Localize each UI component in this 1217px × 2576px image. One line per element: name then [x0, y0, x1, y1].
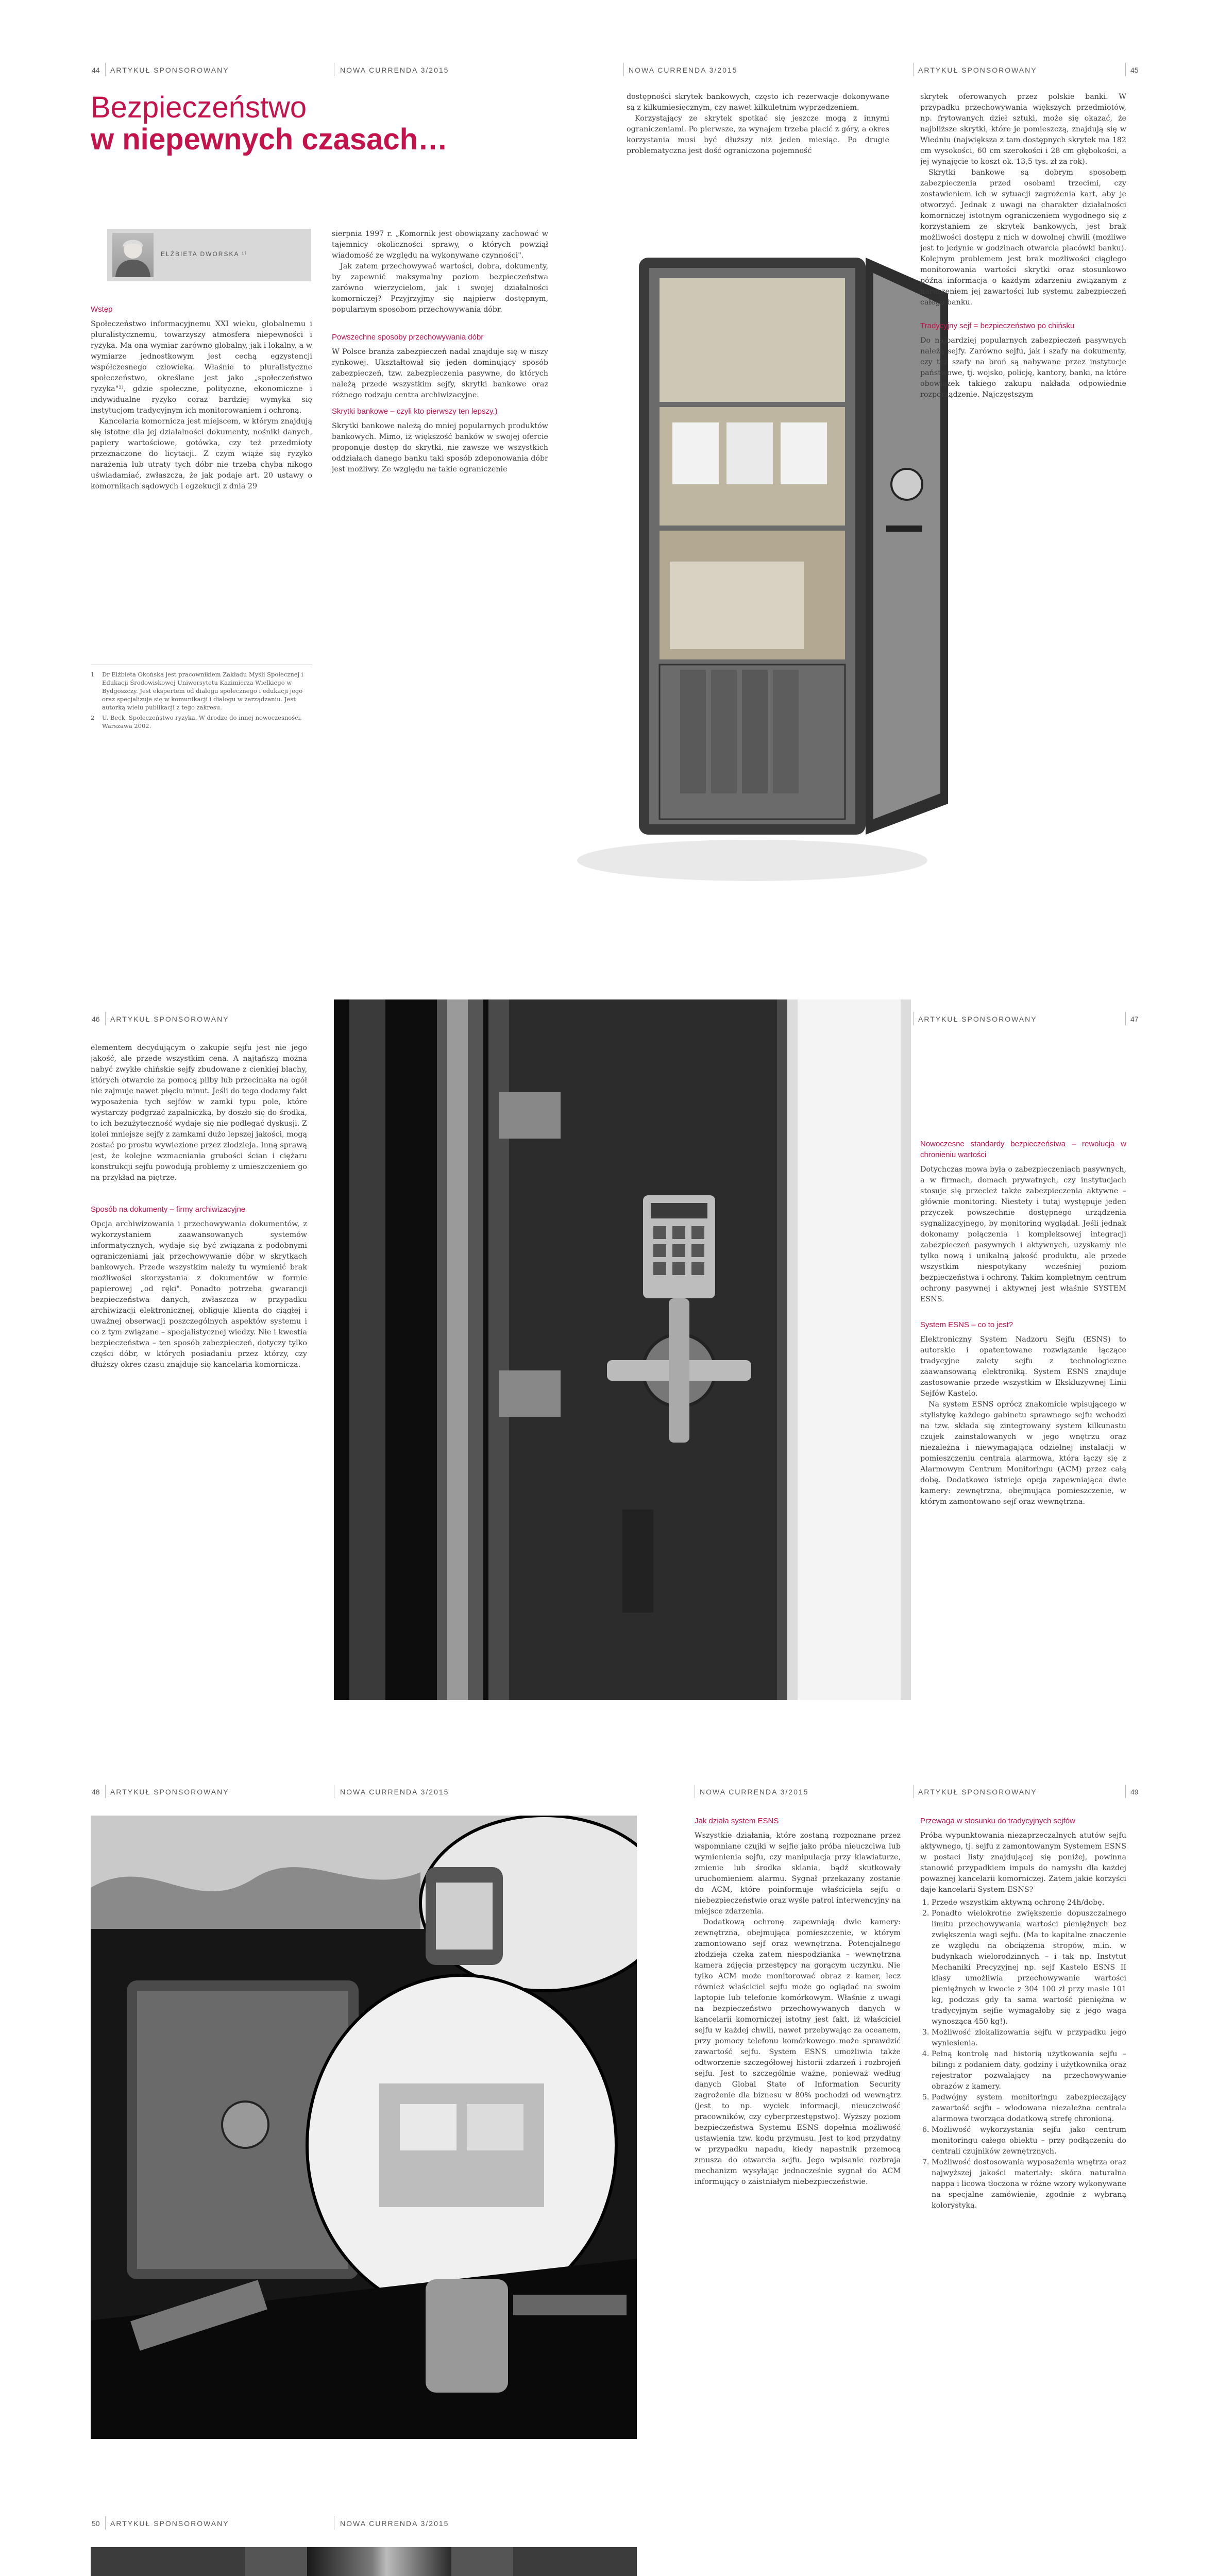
header-section: ARTYKUŁ SPONSOROWANY — [918, 1015, 1037, 1023]
list-item: 7. Możliwość dostosowania wyposażenia wnętrza oraz najwyższej jakości materiały: skóra naturalna nappa i licowa tłoczona w różne wzory wykonywane na specjalne zamówienie, zgodnie z wybraną kolorystyką. — [932, 2157, 1126, 2211]
spread-4 — [0, 2504, 1217, 2576]
paragraph: Dodatkową ochronę zapewniają dwie kamery: zewnętrzna, obejmująca pomieszczenie, w którym zamontowano sejf oraz wewnętrzna. Potencjalnego złodzieja czeka zatem niespodzianka – wewnętrzna kamera zdjęcia przestępcy na gorącym uczynku. Nie tylko ACM może monitorować obraz z kamer, lecz również właściciel sejfu może go oglądać na swoim laptopie lub telefonie komórkowym. Właśnie z uwagi na bezpieczeństwo przechowywanych danych w kancelarii komorniczej istotny jest fakt, iż właściciel sejfu w każdej chwili, nawet przebywając za oceanem, przy pomocy telefonu komórkowego może sprawdzić zawartość sejfu. System ESNS umożliwia także odtworzenie szczegółowej historii zdarzeń i rozbrojeń sejfu. Jest to szczególnie ważne, ponieważ według danych Global State of Information Security zagrożenie dla biznesu w 80% pochodzi od wewnątrz (jest to np. wyciek informacji, nieuczciwość pracowników, czy cyberprzestępstwo). Wyższy poziom bezpieczeństwa Systemu ESNS dopełnia możliwość ustawienia tzw. kodu przymusu. Jest to kod przydatny w przypadku napadu, kiedy napastnik przemocą zmusza do otwarcia sejfu. Jego wpisanie rozbraja mechanizm wysyłając jednocześnie sygnał do ACM informujący o zaistniałym niebezpieczeństwie. — [695, 1918, 901, 2186]
section-heading: Sposób na dokumenty – firmy archiwizacyjne — [91, 1205, 246, 1214]
header-issue: NOWA CURRENDA 3/2015 — [340, 1788, 449, 1796]
spread-3 — [0, 1772, 1217, 2452]
page-title — [91, 92, 554, 156]
paragraph: Jak zatem przechowywać wartości, dobra, dokumenty, by zapewnić maksymalny poziom bezpieczeństwa zarówno wierzycielom, jak i swojej działalności komorniczej? Przyjrzyjmy się najpierw dostępnym, popularnym sposobom przechowywania dóbr. — [332, 262, 548, 314]
header-section: ARTYKUŁ SPONSOROWANY — [918, 66, 1037, 74]
section-heading: Powszechne sposoby przechowywania dóbr — [332, 333, 484, 342]
header-section: ARTYKUŁ SPONSOROWANY — [110, 1788, 229, 1796]
paragraph: Skrytki bankowe należą do mniej popularnych produktów bankowych. Mimo, iż większość banków w swojej ofercie proponuje dostęp do skrytki, nie zawsze we wszystkich oddziałach danego banku taki sposób zdeponowania dóbr jest możliwy. Ze względu na takie ograniczenie — [332, 422, 548, 473]
page-number: 47 — [1130, 1015, 1139, 1023]
footnote: 2 U. Beck, Społeczeństwo ryzyka. W drodze do innej nowoczesności, Warszawa 2002. — [91, 714, 302, 730]
column-3 — [695, 1816, 901, 2444]
author-name: ELŻBIETA DWORSKA ¹⁾ — [161, 250, 248, 258]
header-issue: NOWA CURRENDA 3/2015 — [340, 66, 449, 74]
list-item: 3. Możliwość zlokalizowania sejfu w przypadku jego wyniesienia. — [932, 2027, 1126, 2049]
avatar — [112, 233, 154, 277]
title-line-2: w niepewnych czasach… — [91, 123, 448, 156]
spread-1 — [0, 0, 1217, 979]
section-heading: Przewaga w stosunku do tradycyjnych sejfów — [920, 1817, 1075, 1825]
page-number: 49 — [1130, 1788, 1139, 1796]
paragraph: Społeczeństwo informacyjnemu XXI wieku, globalnemu i pluralistycznemu, towarzyszy atmosfera niepewności i ryzyka. Ma ona wymiar zarówno globalny, jak i lokalny, a w wymiarze jednostkowym jest cechą egzystencji współczesnego człowieka. Właśnie to pluralistyczne społeczeństwo, określane jest jako „społeczeństwo ryzyka"²⁾, gdzie społeczne, polityczne, ekonomiczne i indywidualne ryzyko coraz bardziej wymyka się instytucjom tradycyjnym ich monitorowaniem i ochroną. — [91, 320, 312, 415]
paragraph: sierpnia 1997 r. „Komornik jest obowiązany zachować w tajemnicy okoliczności sprawy, o których powziął wiadomość ze względu na wykonywane czynności". — [332, 230, 548, 260]
header-section: ARTYKUŁ SPONSOROWANY — [110, 66, 229, 74]
column-4 — [920, 1816, 1126, 2444]
paragraph: Kancelaria komornicza jest miejscem, w którym znajdują się istotne dla jej działalności dokumenty, nośniki danych, papiery wartościowe, gotówka, czy też przedmioty przeznaczone do licytacji. Z czym wiąże się ryzyko narażenia lub utraty tych dóbr nie trzeba chyba nikogo uświadamiać, zwłaszcza, że jak podaje art. 20 ustawy o komornikach sądowych i egzekucji z dnia 29 — [91, 417, 312, 490]
header-issue: NOWA CURRENDA 3/2015 — [700, 1788, 809, 1796]
column-1 — [91, 1043, 307, 1687]
section-heading: Tradycyjny sejf = bezpieczeństwo po chińsku — [920, 321, 1075, 330]
paragraph: W Polsce branża zabezpieczeń nadal znajduje się w niszy rynkowej. Ukształtował się jeden dominujący sposób zabezpieczeń, tzw. zabezpieczenia pasywne, do których należą przede wszystkim sejfy, skrytki bankowe oraz różnego rodzaju centra archiwizacyjne. — [332, 348, 548, 399]
list-item: 5. Podwójny system monitoringu zabezpieczający zawartość sejfu – włodowana niezależna centrala alarmowa tworząca dodatkową strefę chronioną. — [932, 2092, 1126, 2125]
paragraph: Opcja archiwizowania i przechowywania dokumentów, z wykorzystaniem zaawansowanych systemów informatycznych, wydaje się być związana z podobnymi ograniczeniami jak przechowywanie dóbr w skrytkach bankowych. Przede wszystkim należy tu wymienić brak możliwości skorzystania z dokumentów w formie papierowej „od ręki". Ponadto potrzeba gwarancji bezpieczeństwa danych, zwłaszcza w przypadku archiwizacji elektronicznej, obliguje klienta do ciągłej i uważnej obserwacji poszczególnych aspektów systemu i co z tym związane – specjalistycznej wiedzy. Nie i kwestia bezpieczeństwa – ten sposób zabezpieczeń, dotyczy tylko części dóbr, w których posiadaniu przez którzy, czy dłuższy okres czasu znajduje się kancelaria komornicza. — [91, 1220, 307, 1369]
benefits-list — [920, 1897, 1126, 2211]
page-number: 50 — [92, 2519, 100, 2528]
header-section: ARTYKUŁ SPONSOROWANY — [110, 2519, 229, 2528]
header-issue: NOWA CURRENDA 3/2015 — [629, 66, 738, 74]
section-heading: System ESNS – co to jest? — [920, 1320, 1013, 1329]
footnotes — [91, 665, 312, 768]
list-item: 2. Ponadto wielokrotne zwiększenie dopuszczalnego limitu przechowywania wartości pieniężnych bez zwiększenia wagi sejfu. (Ma to kapitalne znaczenie ze względu na obciążenia stropów, m.in. w budynkach wielorodzinnych – i tak np. Instytut Mechaniki Precyzyjnej np. sejf Kastelo ESNS II klasy umożliwia przechowywanie wartości pieniężnych w kwocie z 304 100 zł przy masie 101 kg, podczas gdy ta sama wartość pieniężna w tradycyjnym sejfie wymagałoby się z jego waga wynosząca 450 kg!). — [932, 1908, 1126, 2027]
header-section: ARTYKUŁ SPONSOROWANY — [918, 1788, 1037, 1796]
page-number: 45 — [1130, 66, 1139, 74]
section-heading: Wstęp — [91, 305, 113, 314]
paragraph: skrytek oferowanych przez polskie banki. W przypadku przechowywania większych przedmiotów, np. frytowanych dzieł sztuki, może się okazać, że najbliższe skrytki, które je pomieszczą, znajdują się w Wiedniu (największa z tam dostępnych skrytek ma 182 cm wysokości, 60 cm szerokości i 28 cm głębokości, a jej wynajęcie to koszt ok. 13,5 tys. zł za rok). — [920, 93, 1126, 166]
section-heading: Jak działa system ESNS — [695, 1817, 779, 1825]
column-1 — [91, 304, 312, 623]
footnote: 1 Dr Elżbieta Okońska jest pracownikiem Zakładu Myśli Społecznej i Edukacji Środowiskowej Uniwersytetu Kazimierza Wielkiego w Bydgoszczy. Jest ekspertem od dialogu społecznego i edukacji jego oraz specjalizuje się w komunikacji i dialogu w zarządzaniu. Jest autorką wielu publikacji z tego zakresu. — [91, 671, 303, 711]
list-item: 6. Możliwość wykorzystania sejfu jako centrum monitoringu całego obiektu – przy podłączeniu do centrali czujników zewnętrznych. — [932, 2125, 1126, 2157]
paragraph: Dotychczas mowa była o zabezpieczeniach pasywnych, a w firmach, domach prywatnych, czy instytucjach stosuje się przecież także zabezpieczenia aktywne – głównie monitoring. Niestety i tutaj występuje jeden przyczek powszechnie dostępnego urządzenia sygnalizacyjnego, by monitoring wyglądał. Jeśli jednak dokonamy połączenia i kompleksowej integracji zabezpieczeń pasywnych i aktywnych, uzyskamy nie tylko nową i unikalną jakość produktu, ale przede wszystkim niespotykany wcześniej poziom bezpieczeństwa i ochrony. Takim kompletnym centrum ochrony pasywnej i aktywnej jest właśnie SYSTEM ESNS. — [920, 1165, 1126, 1303]
title-line-1: Bezpieczeństwo — [91, 91, 307, 124]
list-item: 4. Pełną kontrolę nad historią użytkowania sejfu – bilingi z podaniem daty, godziny i użytkownika oraz rejestrator pozwalający na przechowywanie obrazów z kamery. — [932, 2049, 1126, 2092]
header-section: ARTYKUŁ SPONSOROWANY — [110, 1015, 229, 1023]
paragraph: Próba wypunktowania niezaprzeczalnych atutów sejfu aktywnego, tj. sejfu z zamontowanym Systemem ESNS w postaci listy znajdującej się poniżej, powinna stanowić przypadkiem impuls do namysłu dla każdej powaznej kancelarii komorniczej. Zatem jakie korzyści daje kancelarii System ESNS? — [920, 1832, 1126, 1894]
page-number: 48 — [92, 1788, 100, 1796]
column-4 — [920, 1139, 1126, 1685]
paragraph: Skrytki bankowe są dobrym sposobem zabezpieczenia przed osobami trzecimi, czy zostawieniem ich w sytuacji zagrożenia kart, aby je otworzyć. Jednak z uwagi na charakter działalności komorniczej istotnym ograniczeniem wygodnego się z korzystaniem ze skrytek bankowych, jest brak możliwości dostępu z nich w dowolnej chwili (możliwe jest to jedynie w godzinach otwarcia placówki banku). Kolejnym problemem jest brak możliwości ciągłego monitorowania wartości skrytki oraz stosunkowo późna informacja o każdym zdarzeniu związanym z naruszeniem jej zawartości lub systemu zabezpieczeń całego banku. — [920, 168, 1126, 307]
safe-open-image — [577, 227, 969, 938]
paragraph: Do najbardziej popularnych zabezpieczeń pasywnych należą sejfy. Zarówno sejfu, jak i szafy na dokumenty, czy też szafy na broń są nabywane przez instytucje państwowe, tj. wojsko, policję, kantory, banki, na które obowiązek takiego zakupu nakłada odpowiednie rozporządzenie. Najczęstszym — [920, 336, 1126, 399]
paragraph: Wszystkie działania, które zostaną rozpoznane przez wspomniane czujki w sejfie jako próba nieuczciwa lub wymienienia sejfu, czy manipulacja przy klawiaturze, zmienie lub środka sklania, bądź skutkowały uruchomieniem alarmu. Sygnał przekazany zostanie do ACM, które poinformuje właściciela sejfu o niebezpieczeństwie oraz wyśle patrol interwencyjny na miejsce zdarzenia. — [695, 1832, 901, 1916]
spread-2 — [0, 999, 1217, 1721]
paragraph: Korzystający ze skrytek spotkać się jeszcze mogą z innymi ograniczeniami. Po pierwsze, za wynajem trzeba płacić z góry, a okres korzystania musi być dłuższy niż jeden miesiąc. Po drugie problematyczna jest dość ograniczona pojemność — [627, 114, 889, 155]
safe-keypad-image — [334, 999, 911, 1700]
collage-image — [91, 1816, 637, 2439]
kastelo-safe-image — [91, 2547, 637, 2576]
paragraph: elementem decydującym o zakupie sejfu jest nie jego jakość, ale przede wszystkim cena. A najtańszą można nabyć zwykłe chińskie sejfy zbudowane z cienkiej blachy, których otwarcie za pomocą pilby lub przecinaka na ogół nie zajmuje nawet pięciu minut. Jeśli do tego dodamy fakt wyposażenia tych sejfów w zamki typu pole, które wystarczy podgrzać zapalniczką, by doszło się do środka, to ich bezużyteczność wydaje się nie podlegać dyskusji. Z kolei mniejsze sejfy z zamkami dużo lepszej jakości, mogą zostać po prostu wywiezione przez złodzieja. Inną sprawą jest, że kolejne wzmacniania grubości ścian i ciężaru konstrukcji sejfu powodują problemy z umieszczeniem go na przykład na piętrze. — [91, 1044, 307, 1182]
page-number: 46 — [92, 1015, 100, 1023]
section-heading: Nowoczesne standardy bezpieczeństwa – rewolucja w chronieniu wartości — [920, 1140, 1126, 1159]
section-heading: Skrytki bankowe – czyli kto pierwszy ten lepszy.) — [332, 407, 498, 416]
column-3 — [627, 92, 889, 246]
column-4 — [920, 92, 1126, 761]
paragraph: Na system ESNS oprócz znakomicie wpisującego w stylistykę każdego gabinetu sprawnego sejfu wchodzi na tzw. składa się zintegrowany system kilkunastu czujek zainstalowanych w jego wnętrzu oraz niezależna i niewymagająca odzielnej instalacji w pomieszczeniu centrala alarmowa, która łączy się z Alarmowym Centrum Monitoringu (ACM) przez całą dobę. Dodatkowo istnieje opcja zapewniająca dwie kamery: zewnętrzna, obejmująca pomieszczenie, w którym zamontowano sejf oraz wewnętrzna. — [920, 1400, 1126, 1506]
list-item: 1. Przede wszystkim aktywną ochronę 24h/dobę. — [932, 1897, 1126, 1908]
author-box — [107, 229, 311, 281]
header-issue: NOWA CURRENDA 3/2015 — [340, 2519, 449, 2528]
column-2 — [332, 229, 548, 899]
paragraph: Elektroniczny System Nadzoru Sejfu (ESNS) to autorskie i opatentowane rozwiązanie łączące tradycyjne zalety sejfu z technologiczne zaawansowaną elektroniką. System ESNS znajduje zastosowanie przede wszystkim w Ekskluzywnej Linii Sejfów Kastelo. — [920, 1335, 1126, 1398]
page-number: 44 — [92, 66, 100, 74]
paragraph: dostępności skrytek bankowych, często ich rezerwacje dokonywane są z kilkumiesięcznym, czy nawet kilkuletnim wyprzedzeniem. — [627, 93, 889, 112]
